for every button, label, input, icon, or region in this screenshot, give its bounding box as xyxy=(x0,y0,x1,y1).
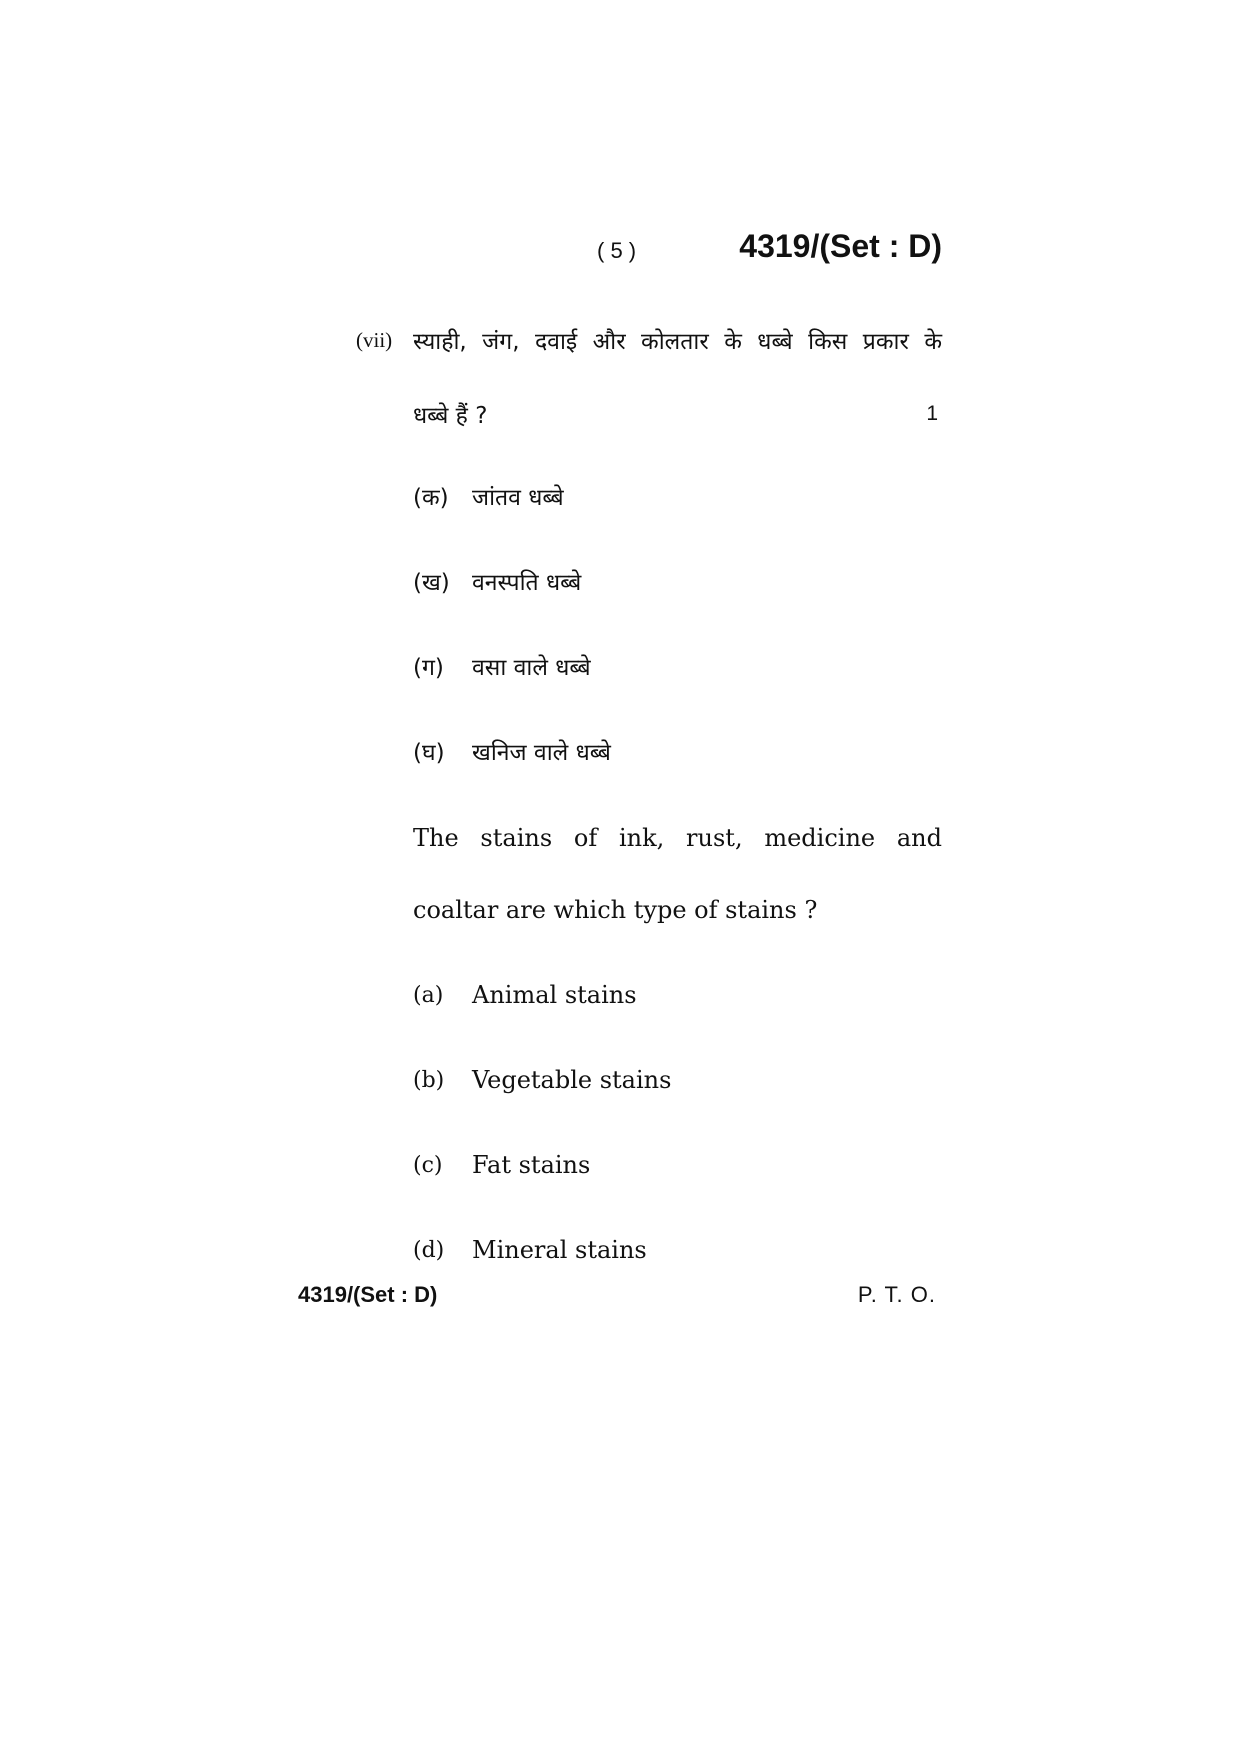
english-option-label: (b) xyxy=(413,1068,445,1093)
hindi-option-label: (ख) xyxy=(413,570,450,596)
english-option-text: Mineral stains xyxy=(472,1236,647,1264)
question-marks: 1 xyxy=(926,402,938,425)
question-number: (vii) xyxy=(356,328,393,352)
english-option-label: (d) xyxy=(413,1238,445,1263)
question-hindi-line2: धब्बे हैं ? xyxy=(413,403,488,429)
question-english-line1: The stains of ink, rust, medicine and xyxy=(413,824,942,852)
hindi-option-text: वसा वाले धब्बे xyxy=(472,655,591,681)
question-english-line2: coaltar are which type of stains ? xyxy=(413,896,818,924)
please-turn-over: P. T. O. xyxy=(857,1282,936,1307)
footer-set-code: 4319/(Set : D) xyxy=(298,1282,438,1307)
english-option-text: Fat stains xyxy=(472,1151,591,1179)
english-option-text: Animal stains xyxy=(472,981,637,1009)
hindi-option-label: (क) xyxy=(413,485,449,511)
hindi-option-label: (घ) xyxy=(413,740,445,766)
hindi-option-label: (ग) xyxy=(413,655,444,681)
english-option-text: Vegetable stains xyxy=(472,1066,672,1094)
header-set-code: 4319/(Set : D) xyxy=(739,228,942,264)
page-number: ( 5 ) xyxy=(597,238,637,263)
hindi-option-text: जांतव धब्बे xyxy=(472,485,564,511)
hindi-option-text: वनस्पति धब्बे xyxy=(472,570,582,596)
english-option-label: (c) xyxy=(413,1153,443,1178)
english-option-label: (a) xyxy=(413,983,444,1008)
question-hindi-line1: स्याही, जंग, दवाई और कोलतार के धब्बे किस प्रकार के xyxy=(413,329,942,355)
hindi-option-text: खनिज वाले धब्बे xyxy=(472,740,611,766)
